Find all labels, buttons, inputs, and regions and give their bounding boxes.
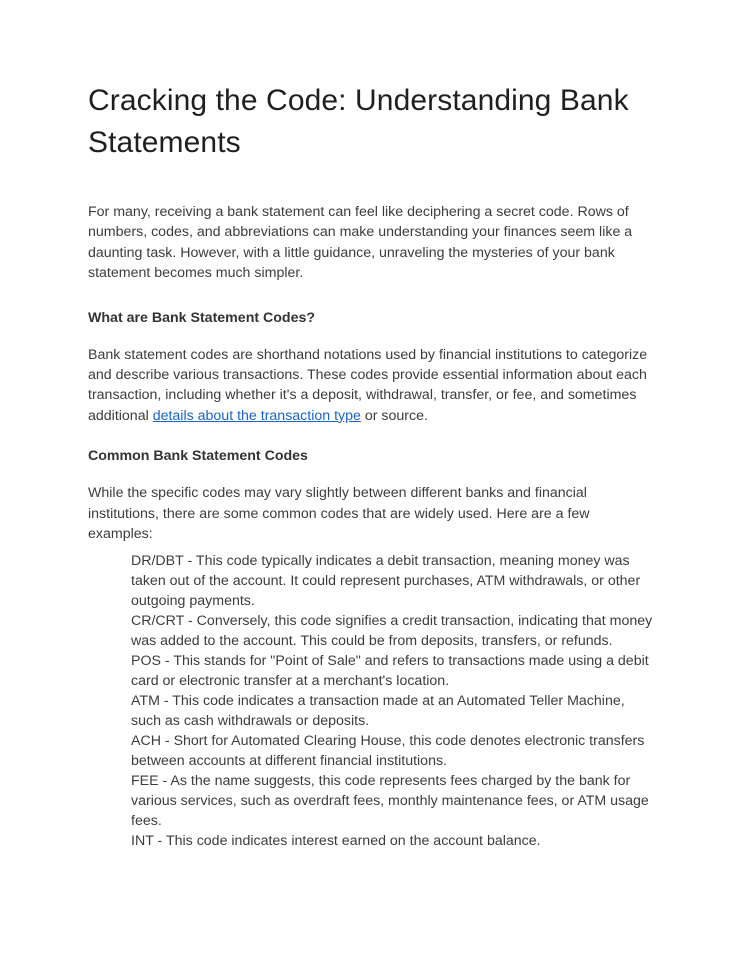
code-item-atm: ATM - This code indicates a transaction made at an Automated Teller Machine, such as cash withdrawals or deposits. (131, 693, 625, 730)
section-heading-common-codes: Common Bank Statement Codes (88, 448, 308, 465)
transaction-type-link[interactable]: details about the transaction type (152, 407, 361, 424)
code-item-cr-crt: CR/CRT - Conversely, this code signifies a credit transaction, indicating that money was added to the account. This could be from deposits, transfers, or refunds. (131, 613, 653, 650)
page-title: Cracking the Code: Understanding Bank Statements (88, 84, 629, 159)
section-heading-what-are-codes: What are Bank Statement Codes? (88, 309, 316, 326)
codes-list (88, 551, 654, 851)
code-item-ach: ACH - Short for Automated Clearing House, this code denotes electronic transfers between accounts at different financial institutions. (131, 733, 645, 770)
section1-text-before-link: Bank statement codes are shorthand notations used by financial institutions to categorize and describe various transactions. These codes provide essential information about each transaction, including whether it's a deposit, withdrawal, transfer, or fee, and sometimes additional (88, 346, 648, 424)
code-item-pos: POS - This stands for "Point of Sale" and refers to transactions made using a debit card or electronic transfer at a merchant's location. (131, 653, 649, 690)
code-item-dr-dbt: DR/DBT - This code typically indicates a debit transaction, meaning money was taken out of the account. It could represent purchases, ATM withdrawals, or other outgoing payments. (131, 553, 641, 610)
section2-paragraph: While the specific codes may vary slightly between different banks and financial institutions, there are some common codes that are widely used. Here are a few examples: (88, 485, 590, 543)
code-item-int: INT - This code indicates interest earned on the account balance. (131, 833, 541, 850)
code-item-fee: FEE - As the name suggests, this code represents fees charged by the bank for various services, such as overdraft fees, monthly maintenance fees, or ATM usage fees. (131, 773, 649, 830)
section1-text-after-link: or source. (360, 407, 428, 424)
intro-paragraph: For many, receiving a bank statement can feel like deciphering a secret code. Rows of numbers, codes, and abbreviations can make understanding your finances seem like a daunting task. However, with a little guidance, unraveling the mysteries of your bank statement becomes much simpler. (88, 204, 633, 282)
document-page (88, 80, 654, 851)
section1-paragraph (88, 345, 654, 427)
